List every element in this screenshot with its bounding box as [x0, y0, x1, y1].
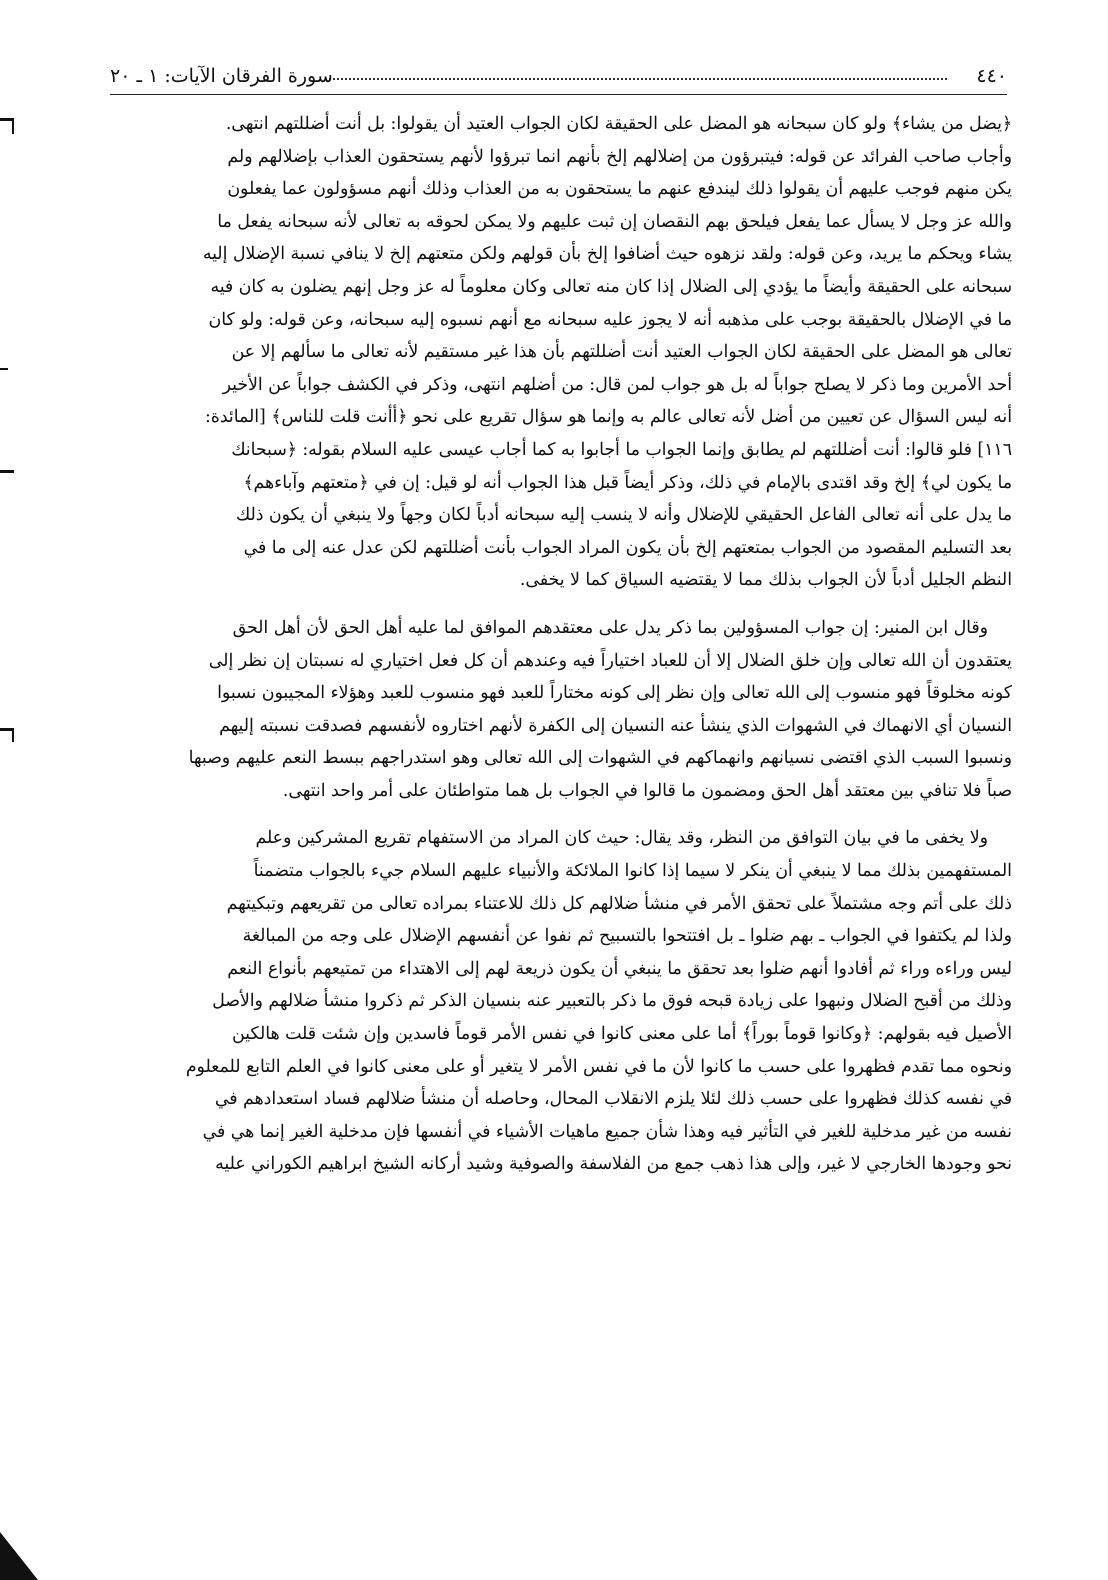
page-number: ٤٤٠ [976, 65, 1007, 87]
running-header [110, 58, 1007, 95]
text-body [100, 108, 1012, 1181]
text-line: وأجاب صاحب الفرائد عن قوله: فيتبرؤون من إضلالهم إلخ بأنهم انما تبرؤوا لأنهم يستحقون العذاب بإضلالهم ولم [227, 146, 1012, 167]
text-line: يشاء ويحكم ما يريد، وعن قوله: ولقد نزهوه حيث أضافوا إلخ بأن قولهم ولكن متعتهم إلخ لا ينافي نسبة الإضلال إليه [202, 244, 1012, 265]
text-line: ولذا لم يكتفوا في الجواب ـ بهم ضلوا ـ بل افتتحوا بالتسبيح ثم نفوا عن أنفسهم الإضلال على وجه من المبالغة [242, 926, 1012, 947]
text-line: أحد الأمرين وما ذكر لا يصلح جواباً له بل هو جواب لمن قال: من أضلهم انتهى، وذكر في الكشف جواباً عن الأخير [222, 374, 1012, 395]
text-line: ما يدل على أنه تعالى الفاعل الحقيقي للإضلال وأنه لا ينسب إليه سبحانه أدباً لكان وجهاً ولا ينبغي أن يكون ذلك [235, 505, 1012, 526]
text-line: في نفسه كذلك فظهروا على حسب ذلك لئلا يلزم الانقلاب المحال، وحاصله أن منشأ ضلالهم فساد استعدادهم في [214, 1089, 1012, 1110]
text-line: يعتقدون أن الله تعالى وإن خلق الضلال إلا أن للعباد اختياراً فيه وعندهم أن كل فعل اختياري له نسبتان إن نظر إلى [208, 650, 1012, 671]
scan-edge-mark [12, 118, 14, 134]
text-line: أنه ليس السؤال عن تعيين من أضل لأنه تعالى عالم به وإنما هو سؤال تقريع على نحو ﴿أأنت قلت للناس﴾ [المائدة: [204, 407, 1012, 428]
text-line: ونسبوا السبب الذي اقتضى نسيانهم وانهماكهم في الشهوات إلى الله تعالى وهو استدراجهم ببسط النعم عليهم وصبها [188, 748, 1012, 769]
text-line: بعد التسليم المقصود من الجواب بمتعتهم إلخ بأن يكون المراد الجواب بأنت أضللتهم لكن عدل عنه إلى ما في [243, 537, 1012, 558]
text-line: نحو وجودها الخارجي لا غير، وإلى هذا ذهب جمع من الفلاسفة والصوفية وشيد أركانه الشيخ ابراهيم الكوراني عليه [215, 1154, 1012, 1175]
text-line: سبحانه على الحقيقة وأيضاً ما يؤدي إلى الضلال إذا كان منه تعالى وكان معلوماً له عز وجل إنهم يضلون به كان فيه [210, 276, 1012, 297]
text-line: المستفهمين بذلك مما لا ينبغي أن ينكر لا سيما إذا كانوا الملائكة والأنبياء عليهم السلام جيء بالجواب متضمناً [253, 861, 1012, 882]
scan-edge-mark [0, 368, 8, 370]
text-line: كونه مخلوقاً فهو منسوب إلى الله تعالى وإن نظر إلى كونه مختاراً للعبد فهو منسوب للعبد وهؤلاء المجيبون نسبوا [217, 683, 1012, 704]
paragraph-1 [100, 108, 1012, 597]
text-line: ١١٦] فلو قالوا: أنت أضللتهم لم يطابق وإنما الجواب ما أجابوا به كما أجاب عيسى عليه السلام بقوله: ﴿سبحانك [231, 439, 1012, 460]
paragraph-gap [100, 597, 1012, 612]
text-line: ما يكون لي﴾ إلخ وقد اقتدى بالإمام في ذلك، وذكر أيضاً قبل هذا الجواب أنه لو قيل: إن في ﴿متعتهم وآباءهم﴾ [243, 472, 1012, 493]
text-line: النسيان أي الانهماك في الشهوات الذي ينشأ عنه النسيان إلى الكفرة لأنهم اختاروه لأنفسهم فصدقت نسبته إليهم [219, 715, 1012, 736]
text-line: صباً فلا تنافي بين معتقد أهل الحق ومضمون ما قالوا في الجواب بل هما متواطئان على أمر واحد انتهى. [282, 780, 1012, 801]
scan-edge-mark [0, 470, 14, 473]
paragraph-2 [100, 612, 1012, 808]
scan-corner-shadow [0, 1532, 38, 1580]
text-line: وذلك من أقبح الضلال ونبهوا على زيادة قبحه فوق ما ذكر بالتعبير عنه بنسيان الذكر ثم ذكروا منشأ ضلالهم والأصل [212, 991, 1012, 1012]
text-line: الأصيل فيه بقولهم: ﴿وكانوا قوماً بوراً﴾ أما على معنى كانوا في نفس الأمر قوماً فاسدين وإن شئت قلت هالكين [232, 1024, 1012, 1045]
text-line: يكن منهم فوجب عليهم أن يقولوا ذلك ليندفع عنهم ما يستحقون به من العذاب وذلك أنهم مسؤولون عما يفعلون [227, 179, 1012, 200]
text-line: والله عز وجل لا يسأل عما يفعل فيلحق بهم النقصان إن ثبت عليهم ولا يمكن لحوقه به تعالى لأنه سبحانه يفعل ما [217, 211, 1012, 232]
paragraph-3 [100, 822, 1012, 1181]
text-line: ذلك على أتم وجه مشتملاً على تحقق الأمر في منشأ ضلالهم كل ذلك للاعتناء بمراده تعالى من تقريعهم وتبكيتهم [226, 893, 1012, 914]
scan-edge-mark [12, 728, 14, 742]
text-line: ليس وراءه وراء ثم أفادوا أنهم ضلوا بعد تحقق ما ينبغي أن يكون ذريعة لهم إلى الاهتداء من تمتيعهم بأنواع النعم [227, 958, 1012, 979]
text-line: تعالى هو المضل على الحقيقة لكان الجواب العتيد أنت أضللتهم بأن هذا غير مستقيم لأنه تعالى ما سألهم إلا عن [231, 342, 1012, 363]
header-dotted-leader [325, 78, 947, 80]
surah-title: سورة الفرقان الآيات: ١ ـ ٢٠ [110, 65, 333, 87]
paragraph-gap [100, 807, 1012, 822]
text-line: ولا يخفى ما في بيان التوافق من النظر، وقد يقال: حيث كان المراد من الاستفهام تقريع المشركين وعلم [255, 828, 988, 849]
text-line: نفسه من غير مدخلية للغير في التأثير فيه وهذا شأن جميع ماهيات الأشياء في أنفسها فإن مدخلية الغير إنما هي في [202, 1121, 1012, 1142]
text-line: وقال ابن المنير: إن جواب المسؤولين بما ذكر يدل على معتقدهم الموافق لما عليه أهل الحق لأن أهل الحق [232, 617, 988, 638]
text-line: ما في الإضلال بالحقيقة بوجب على مذهبه أنه لا يجوز عليه سبحانه مع أنهم نسبوه إليه سبحانه، وعن قوله: ولو كان [208, 309, 1012, 330]
text-line: النظم الجليل أدباً لأن الجواب بذلك مما لا يقتضيه السياق كما لا يخفى. [519, 570, 1012, 591]
text-line: ونحوه مما تقدم فظهروا على حسب ما كانوا لأن ما في نفس الأمر لا يتغير أو على معنى كانوا في العلم التابع للمعلوم [185, 1056, 1012, 1077]
text-line: ﴿يضل من يشاء﴾ ولو كان سبحانه هو المضل على الحقيقة لكان الجواب العتيد أن يقولوا: بل أنت أضللتهم انتهى. [225, 114, 1012, 134]
